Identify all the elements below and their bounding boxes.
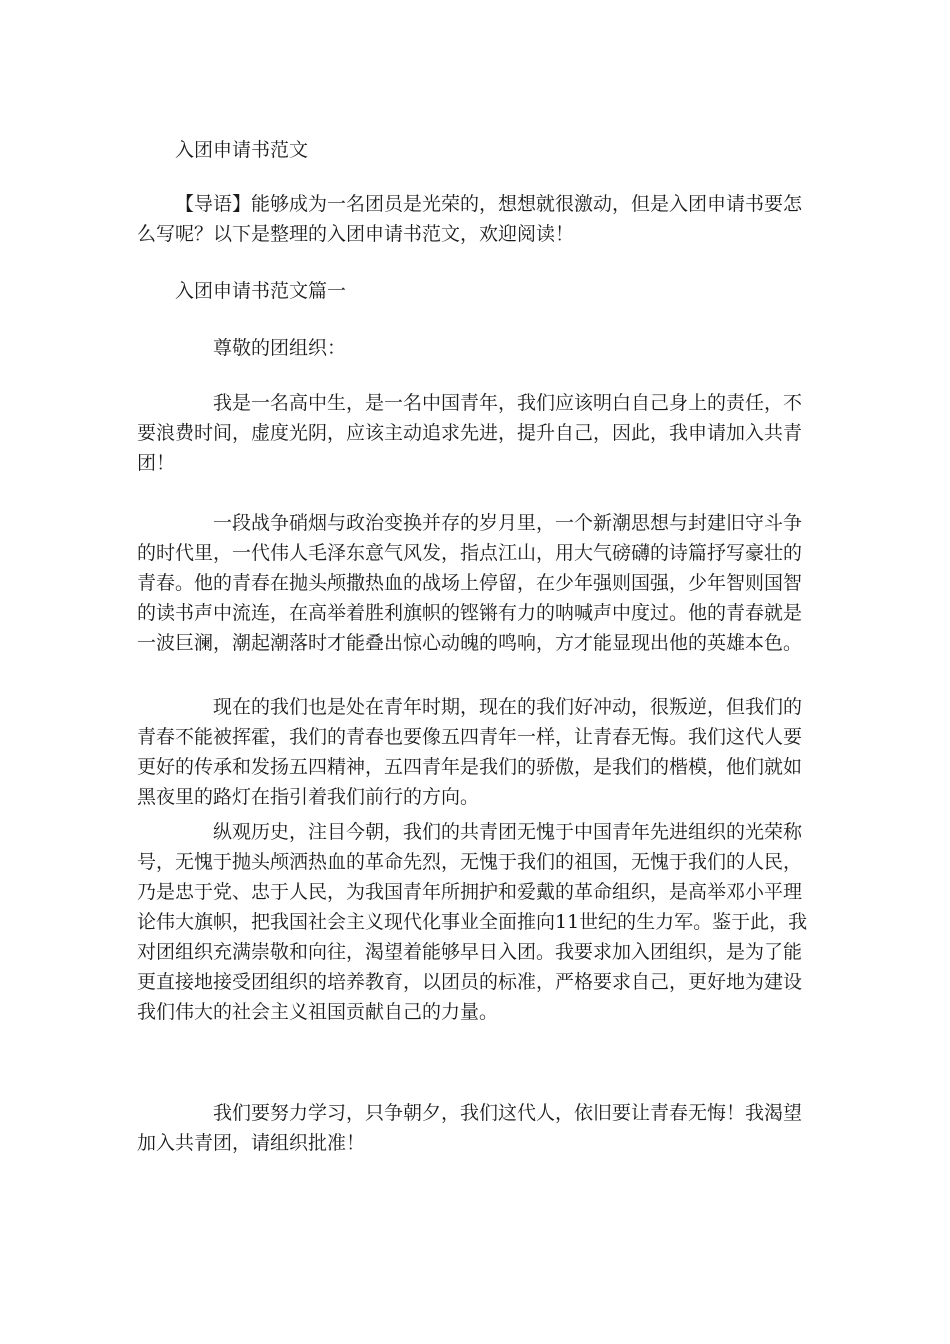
paragraph-line: 一波巨澜，潮起潮落时才能叠出惊心动魄的鸣响，方才能显现出他的英雄本色。 (137, 632, 803, 654)
paragraph-line: 纵观历史，注目今朝，我们的共青团无愧于中国青年先进组织的光荣称 (213, 821, 803, 843)
paragraph-line: 一段战争硝烟与政治变换并存的岁月里，一个新潮思想与封建旧守斗争 (213, 512, 803, 534)
paragraph-line: 加入共青团，请组织批准！ (137, 1132, 366, 1154)
intro-paragraph (137, 189, 802, 249)
body-paragraph-2 (137, 508, 813, 658)
section-title: 入团申请书范文篇一 (175, 280, 347, 302)
body-paragraph-1 (137, 388, 813, 478)
intro-line: 【导语】能够成为一名团员是光荣的，想想就很激动，但是入团申请书要怎 (175, 193, 803, 215)
paragraph-line: 黑夜里的路灯在指引着我们前行的方向。 (137, 786, 480, 808)
paragraph-line: 的读书声中流连，在高举着胜利旗帜的铿锵有力的呐喊声中度过。他的青春就是 (137, 602, 803, 624)
body-paragraph-4 (137, 817, 813, 1027)
paragraph-line: 更好的传承和发扬五四精神，五四青年是我们的骄傲，是我们的楷模，他们就如 (137, 756, 803, 778)
paragraph-line: 我们伟大的社会主义祖国贡献自己的力量。 (137, 1001, 499, 1023)
paragraph-line: 要浪费时间，虚度光阴，应该主动追求先进，提升自己，因此，我申请加入共青 (137, 422, 803, 444)
paragraph-line: 团！ (137, 452, 176, 474)
paragraph-line: 青春不能被挥霍，我们的青春也要像五四青年一样，让青春无悔。我们这代人要 (137, 726, 803, 748)
paragraph-line: 青春。他的青春在抛头颅撒热血的战场上停留，在少年强则国强，少年智则国智 (137, 572, 803, 594)
paragraph-line: 乃是忠于党、忠于人民，为我国青年所拥护和爱戴的革命组织，是高举邓小平理 (137, 881, 803, 903)
paragraph-line: 论伟大旗帜，把我国社会主义现代化事业全面推向11世纪的生力军。鉴于此，我 (137, 911, 808, 933)
intro-line: 么写呢？以下是整理的入团申请书范文，欢迎阅读！ (137, 223, 575, 245)
paragraph-line: 号，无愧于抛头颅洒热血的革命先烈，无愧于我们的祖国，无愧于我们的人民， (137, 851, 803, 873)
paragraph-line: 的时代里，一代伟人毛泽东意气风发，指点江山，用大气磅礴的诗篇抒写豪壮的 (137, 542, 803, 564)
body-paragraph-5 (137, 1098, 813, 1158)
paragraph-line: 更直接地接受团组织的培养教育，以团员的标准，严格要求自己，更好地为建设 (137, 971, 803, 993)
body-paragraph-3 (137, 692, 813, 812)
paragraph-line: 现在的我们也是处在青年时期，现在的我们好冲动，很叛逆，但我们的 (213, 696, 803, 718)
paragraph-line: 对团组织充满崇敬和向往，渴望着能够早日入团。我要求加入团组织，是为了能 (137, 941, 803, 963)
paragraph-line: 我是一名高中生，是一名中国青年，我们应该明白自己身上的责任，不 (213, 392, 803, 414)
document-title: 入团申请书范文 (175, 139, 309, 161)
salutation: 尊敬的团组织： (213, 337, 347, 359)
paragraph-line: 我们要努力学习，只争朝夕，我们这代人，依旧要让青春无悔！我渴望 (213, 1102, 803, 1124)
